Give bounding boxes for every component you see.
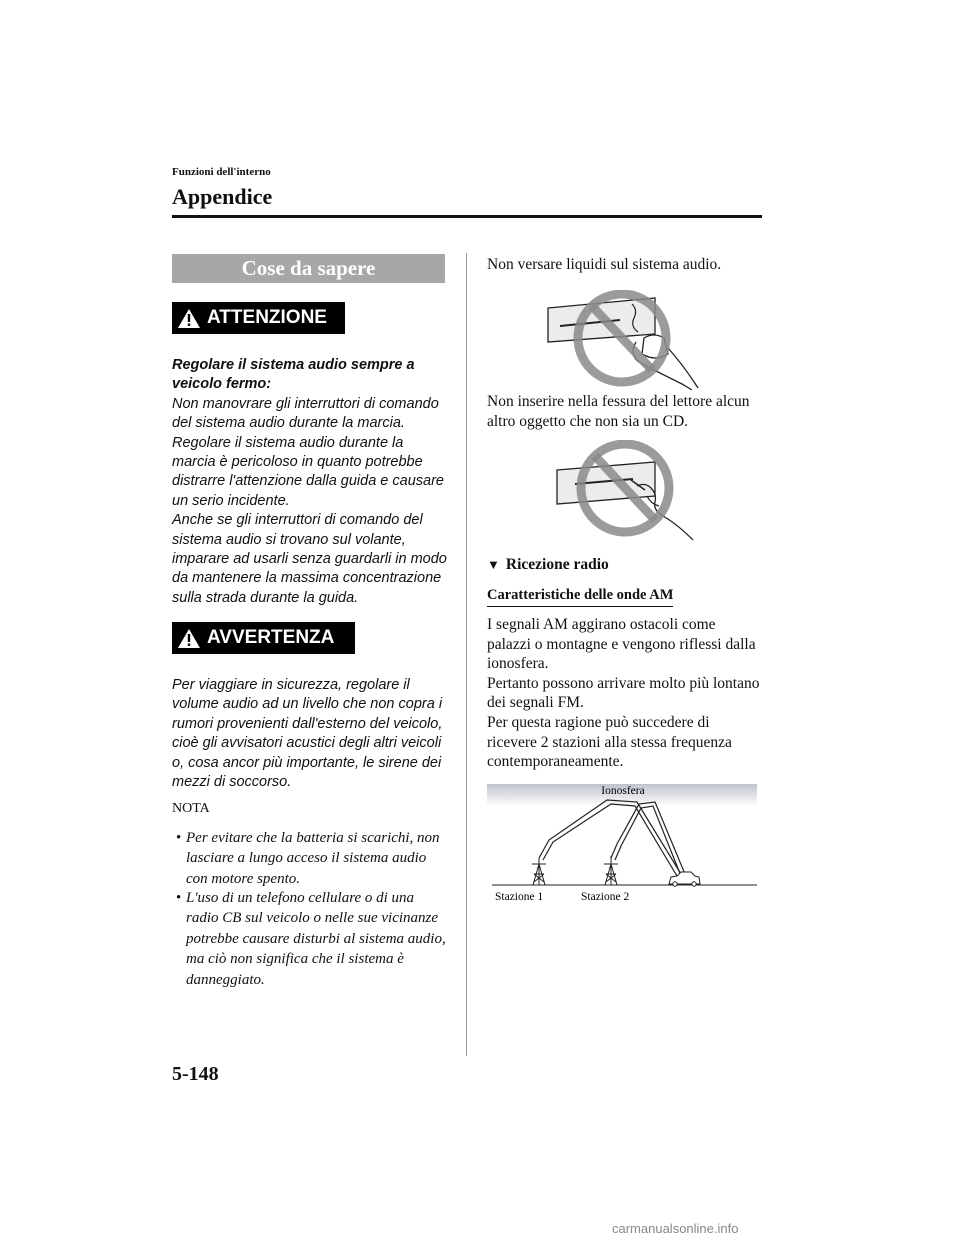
warning-box: [172, 302, 345, 334]
am-line: I segnali AM aggirano ostacoli come palazzi o montagne e vengono riflessi dalla ionosfera.: [487, 616, 756, 673]
note-item-text: Per evitare che la batteria si scarichi, non lasciare a lungo acceso il sistema audio con motore spento.: [186, 830, 440, 887]
bullet-dot-icon: •: [176, 830, 182, 846]
page-number: 5-148: [172, 1063, 219, 1085]
header-rule: [172, 215, 762, 218]
radio-subheading: [487, 556, 609, 574]
am-wave-diagram: [487, 778, 762, 906]
warning-body: Non manovrare gli interruttori di comando del sistema audio durante la marcia. Regolare il sistema audio durante la marcia è pericoloso in quanto potrebbe distrarre l'attenzione dalla guida e causare un serio incidente.: [172, 395, 444, 509]
station-2-label: Stazione 2: [581, 891, 630, 903]
note-item: [176, 828, 446, 889]
caution-box: [172, 622, 355, 654]
warning-body-2: Anche se gli interruttori di comando del sistema audio si trovano sul volante, imparare ad usarli senza guardarli in modo da mantenere la massima concentrazione sulla strada durante la guida.: [172, 512, 447, 606]
warning-triangle-icon: [177, 308, 201, 329]
tower-station-1: [532, 858, 546, 885]
am-line: Per questa ragione può succedere di ricevere 2 stazioni alla stessa frequenza contemporaneamente.: [487, 713, 732, 771]
note-item-text: L'uso di un telefono cellulare o di una radio CB sul veicolo o nelle sue vicinanze potrebbe causare disturbi al sistema audio, ma ciò non significa che il sistema è danneggiato.: [186, 890, 446, 988]
warning-text: [172, 356, 450, 608]
caution-triangle-icon: [177, 628, 201, 649]
warning-label: ATTENZIONE: [207, 307, 327, 328]
car-icon: [669, 872, 700, 886]
am-caption: Caratteristiche delle onde AM: [487, 587, 673, 607]
am-line: Pertanto possono arrivare molto più lontano dei segnali FM.: [487, 674, 760, 712]
radio-subheading-text: Ricezione radio: [505, 556, 609, 573]
section-banner: Cose da sapere: [172, 254, 445, 283]
note-label: NOTA: [172, 801, 210, 816]
note-item: [176, 888, 446, 990]
column-divider: [466, 253, 467, 1056]
cd-slot-text: Non inserire nella fessura del lettore alcun altro oggetto che non sia un CD.: [487, 393, 750, 430]
am-description: [487, 615, 762, 772]
no-liquids-text: Non versare liquidi sul sistema audio.: [487, 256, 722, 273]
cd-slot-illustration: [545, 440, 700, 540]
caution-text: [172, 676, 450, 792]
ionosphere-label: Ionosfera: [601, 785, 645, 797]
caution-label: AVVERTENZA: [207, 627, 335, 648]
warning-heading: Regolare il sistema audio sempre a veicolo fermo:: [172, 357, 415, 393]
caution-body: Per viaggiare in sicurezza, regolare il volume audio ad un livello che non copra i rumori provenienti dall'esterno del veicolo, cioè gli avvisatori acustici degli altri veicoli o, cosa ancor più importante, le sirene dei mezzi di soccorso.: [172, 677, 443, 791]
tower-station-2: [604, 856, 618, 885]
chapter-title: Appendice: [172, 184, 273, 209]
section-label: Funzioni dell'interno: [172, 166, 271, 178]
bullet-dot-icon: •: [176, 890, 182, 906]
station-1-label: Stazione 1: [495, 891, 544, 903]
triangle-down-icon: ▼: [487, 557, 500, 572]
no-liquids-illustration: [540, 290, 705, 390]
watermark: carmanualsonline.info: [612, 1221, 739, 1236]
